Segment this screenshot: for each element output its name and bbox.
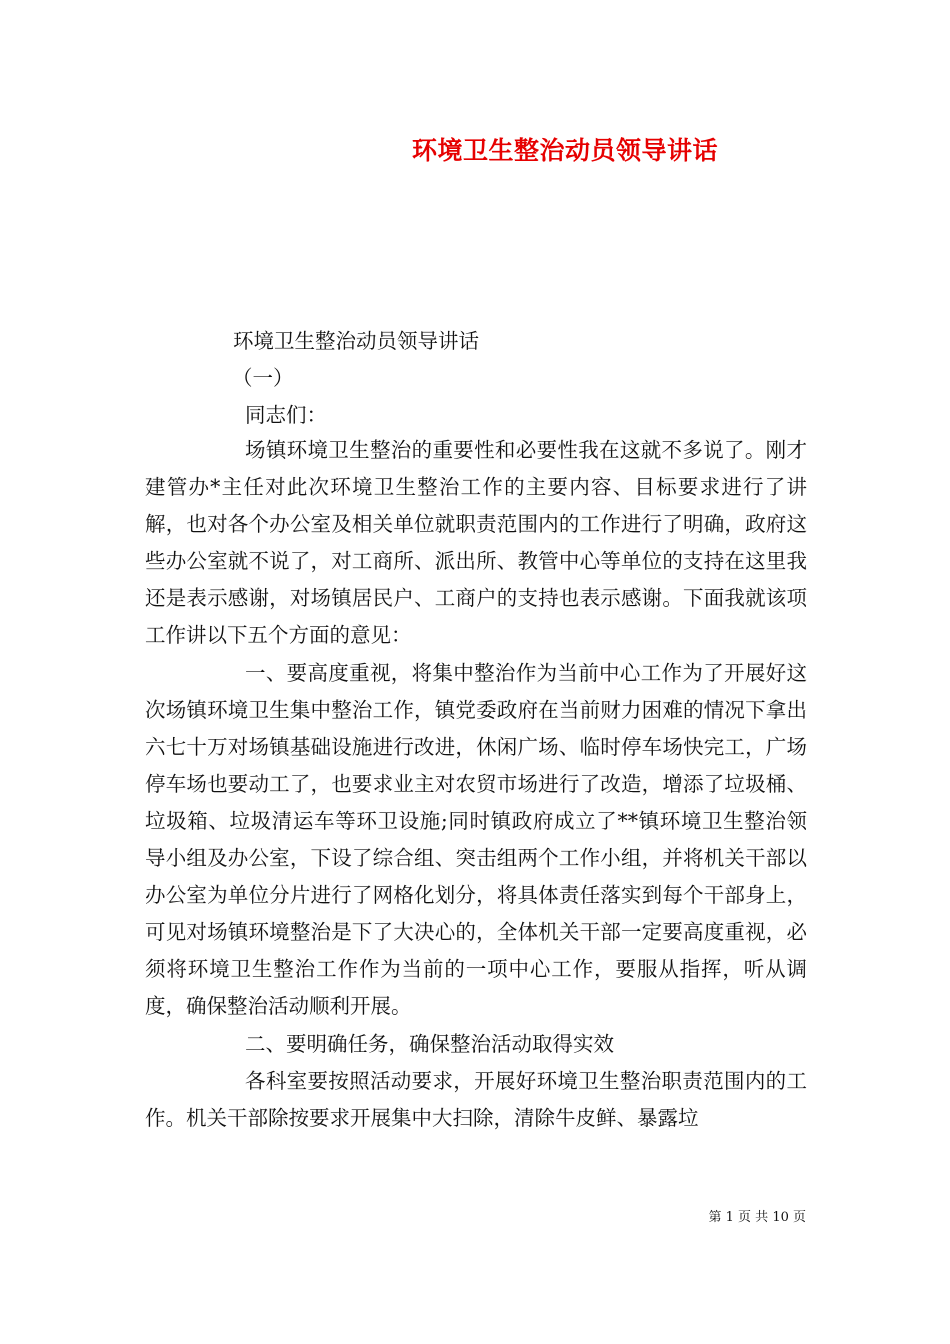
- section-marker: （一）: [232, 366, 294, 390]
- document-body: [145, 432, 807, 1137]
- page-header-title: 环境卫生整治动员领导讲话: [411, 136, 718, 165]
- paragraph-1: 场镇环境卫生整治的重要性和必要性我在这就不多说了。刚才建管办*主任对此次环境卫生整治工作的主要内容、目标要求进行了讲解，也对各个办公室及相关单位就职责范围内的工作进行了明确，政府这些办公室就不说了，对工商所、派出所、教管中心等单位的支持在这里我还是表示感谢，对场镇居民户、工商户的支持也表示感谢。下面我就该项工作讲以下五个方面的意见：: [145, 438, 807, 648]
- paragraph-2: 一、要高度重视，将集中整治作为当前中心工作为了开展好这次场镇环境卫生集中整治工作，镇党委政府在当前财力困难的情况下拿出六七十万对场镇基础设施进行改进，休闲广场、临时停车场快完工，广场停车场也要动工了，也要求业主对农贸市场进行了改造，增添了垃圾桶、垃圾箱、垃圾清运车等环卫设施;同时镇政府成立了**镇环境卫生整治领导小组及办公室，下设了综合组、突击组两个工作小组，并将机关干部以办公室为单位分片进行了网格化划分，将具体责任落实到每个干部身上，可见对场镇环境整治是下了大决心的，全体机关干部一定要高度重视，必须将环境卫生整治工作作为当前的一项中心工作，要服从指挥，听从调度，确保整治活动顺利开展。: [145, 660, 807, 1019]
- paragraph-3-heading: 二、要明确任务，确保整治活动取得实效: [245, 1031, 614, 1056]
- paragraph-4: 各科室要按照活动要求，开展好环境卫生整治职责范围内的工作。机关干部除按要求开展集中大扫除，清除牛皮鲜、暴露垃: [145, 1068, 807, 1130]
- page-number-footer: 第 1 页 共 10 页: [708, 1210, 806, 1225]
- salutation: 同志们：: [245, 403, 327, 427]
- document-title: 环境卫生整治动员领导讲话: [233, 329, 479, 353]
